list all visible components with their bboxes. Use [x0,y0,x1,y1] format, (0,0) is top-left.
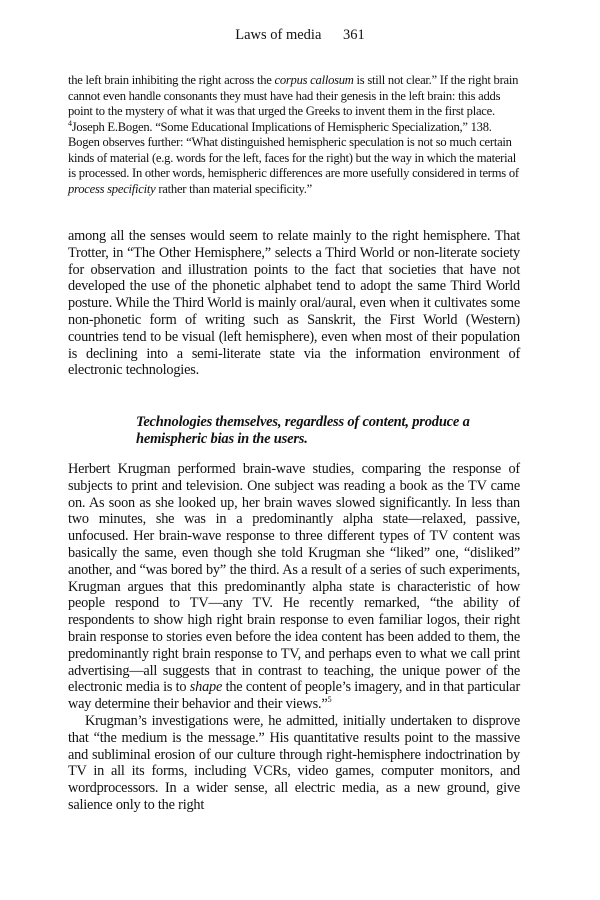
paragraph: Herbert Krugman performed brain-wave studies, comparing the response of subjects to print and television. One subject was reading a book as the TV came on. As soon as she looked up, her brain waves slowed significantly. In less than two minutes, she was in a predominantly alpha state—relaxed, passive, unfocused. Her brain-wave response to three different types of TV content was basically the same, even though she told Krugman she “liked” one, “disliked” another, and “was bored by” the third. As a result of a series of such experiments, Krugman argues that this predominantly alpha state is characteristic of how people respond to TV—any TV. He recently remarked, “the ability of respondents to show high right brain response to even familiar logos, their right brain response to stories even before the idea content has been added to them, the predominantly right brain response to TV, and perhaps even to what we call print advertising—all suggests that in contrast to teaching, the unique power of the electronic media is to shape the content of people’s imagery, and in that particular way determine their behavior and their views.”$^5$ [68,461,521,713]
footnote-reference-5[interactable]: 5 [327,695,332,705]
page-number: 361 [343,27,365,43]
footnote-marker: 4 [68,118,72,128]
emphasis: shape [189,679,223,696]
paragraph: Krugman’s investigations were, he admitted, initially undertaken to disprove that “the medium is the message.” His quantitative results point to the massive and subliminal erosion of our culture through right-hemisphere indoctrination by TV in all its forms, including VCRs, video games, computer monitors, and wordprocessors. In a wider sense, all electric media, as a new ground, give salience only to the right [68,712,520,813]
paragraph: among all the senses would seem to relate mainly to the right hemisphere. That Trotter, in “The Other Hemisphere,” selects a Third World or non-literate society for observation and illustration points to the fact that societies that have not developed the use of the phonetic alphabet tend to adopt the same Third World posture. While the Third World is mainly oral/aural, even when it cultivates some non-phonetic form of writing such as Sanskrit, the First World (Western) countries tend to be visual (left hemisphere), even when most of their population is declining into a semi-literate state via the information environment of electronic technologies. [68,228,520,379]
body-section-1 [68,228,520,379]
body-section-2 [68,461,520,814]
emphasis: corpus callosum [274,73,354,87]
section-heading: Technologies themselves, regardless of content, produce a hemispheric bias in the users. [136,414,470,447]
running-header-title: Laws of media [235,27,322,43]
running-header [0,27,600,44]
footnote-continuation: the left brain inhibiting the right across the corpus callosum is still not clear.” If the right brain cannot even handle consonants they must have had their genesis in the left brain: this adds point to the mystery of what it was that urged the Greeks to invent them in the first place. [68,73,519,118]
emphasis: process specificity [68,181,156,196]
footnote-4: $^4$Joseph E.Bogen. “Some Educational Implications of Hemispheric Specialization,” 138. Bogen observes further: “What distinguished hemispheric speculation is not so much certain kinds of material (e.g. words for the left, faces for the right) but the way in which the material is processed. In other words, hemispheric differences are more usefully considered in terms of process specificity rather than material specificity.” [68,118,519,196]
footnotes [68,73,520,197]
